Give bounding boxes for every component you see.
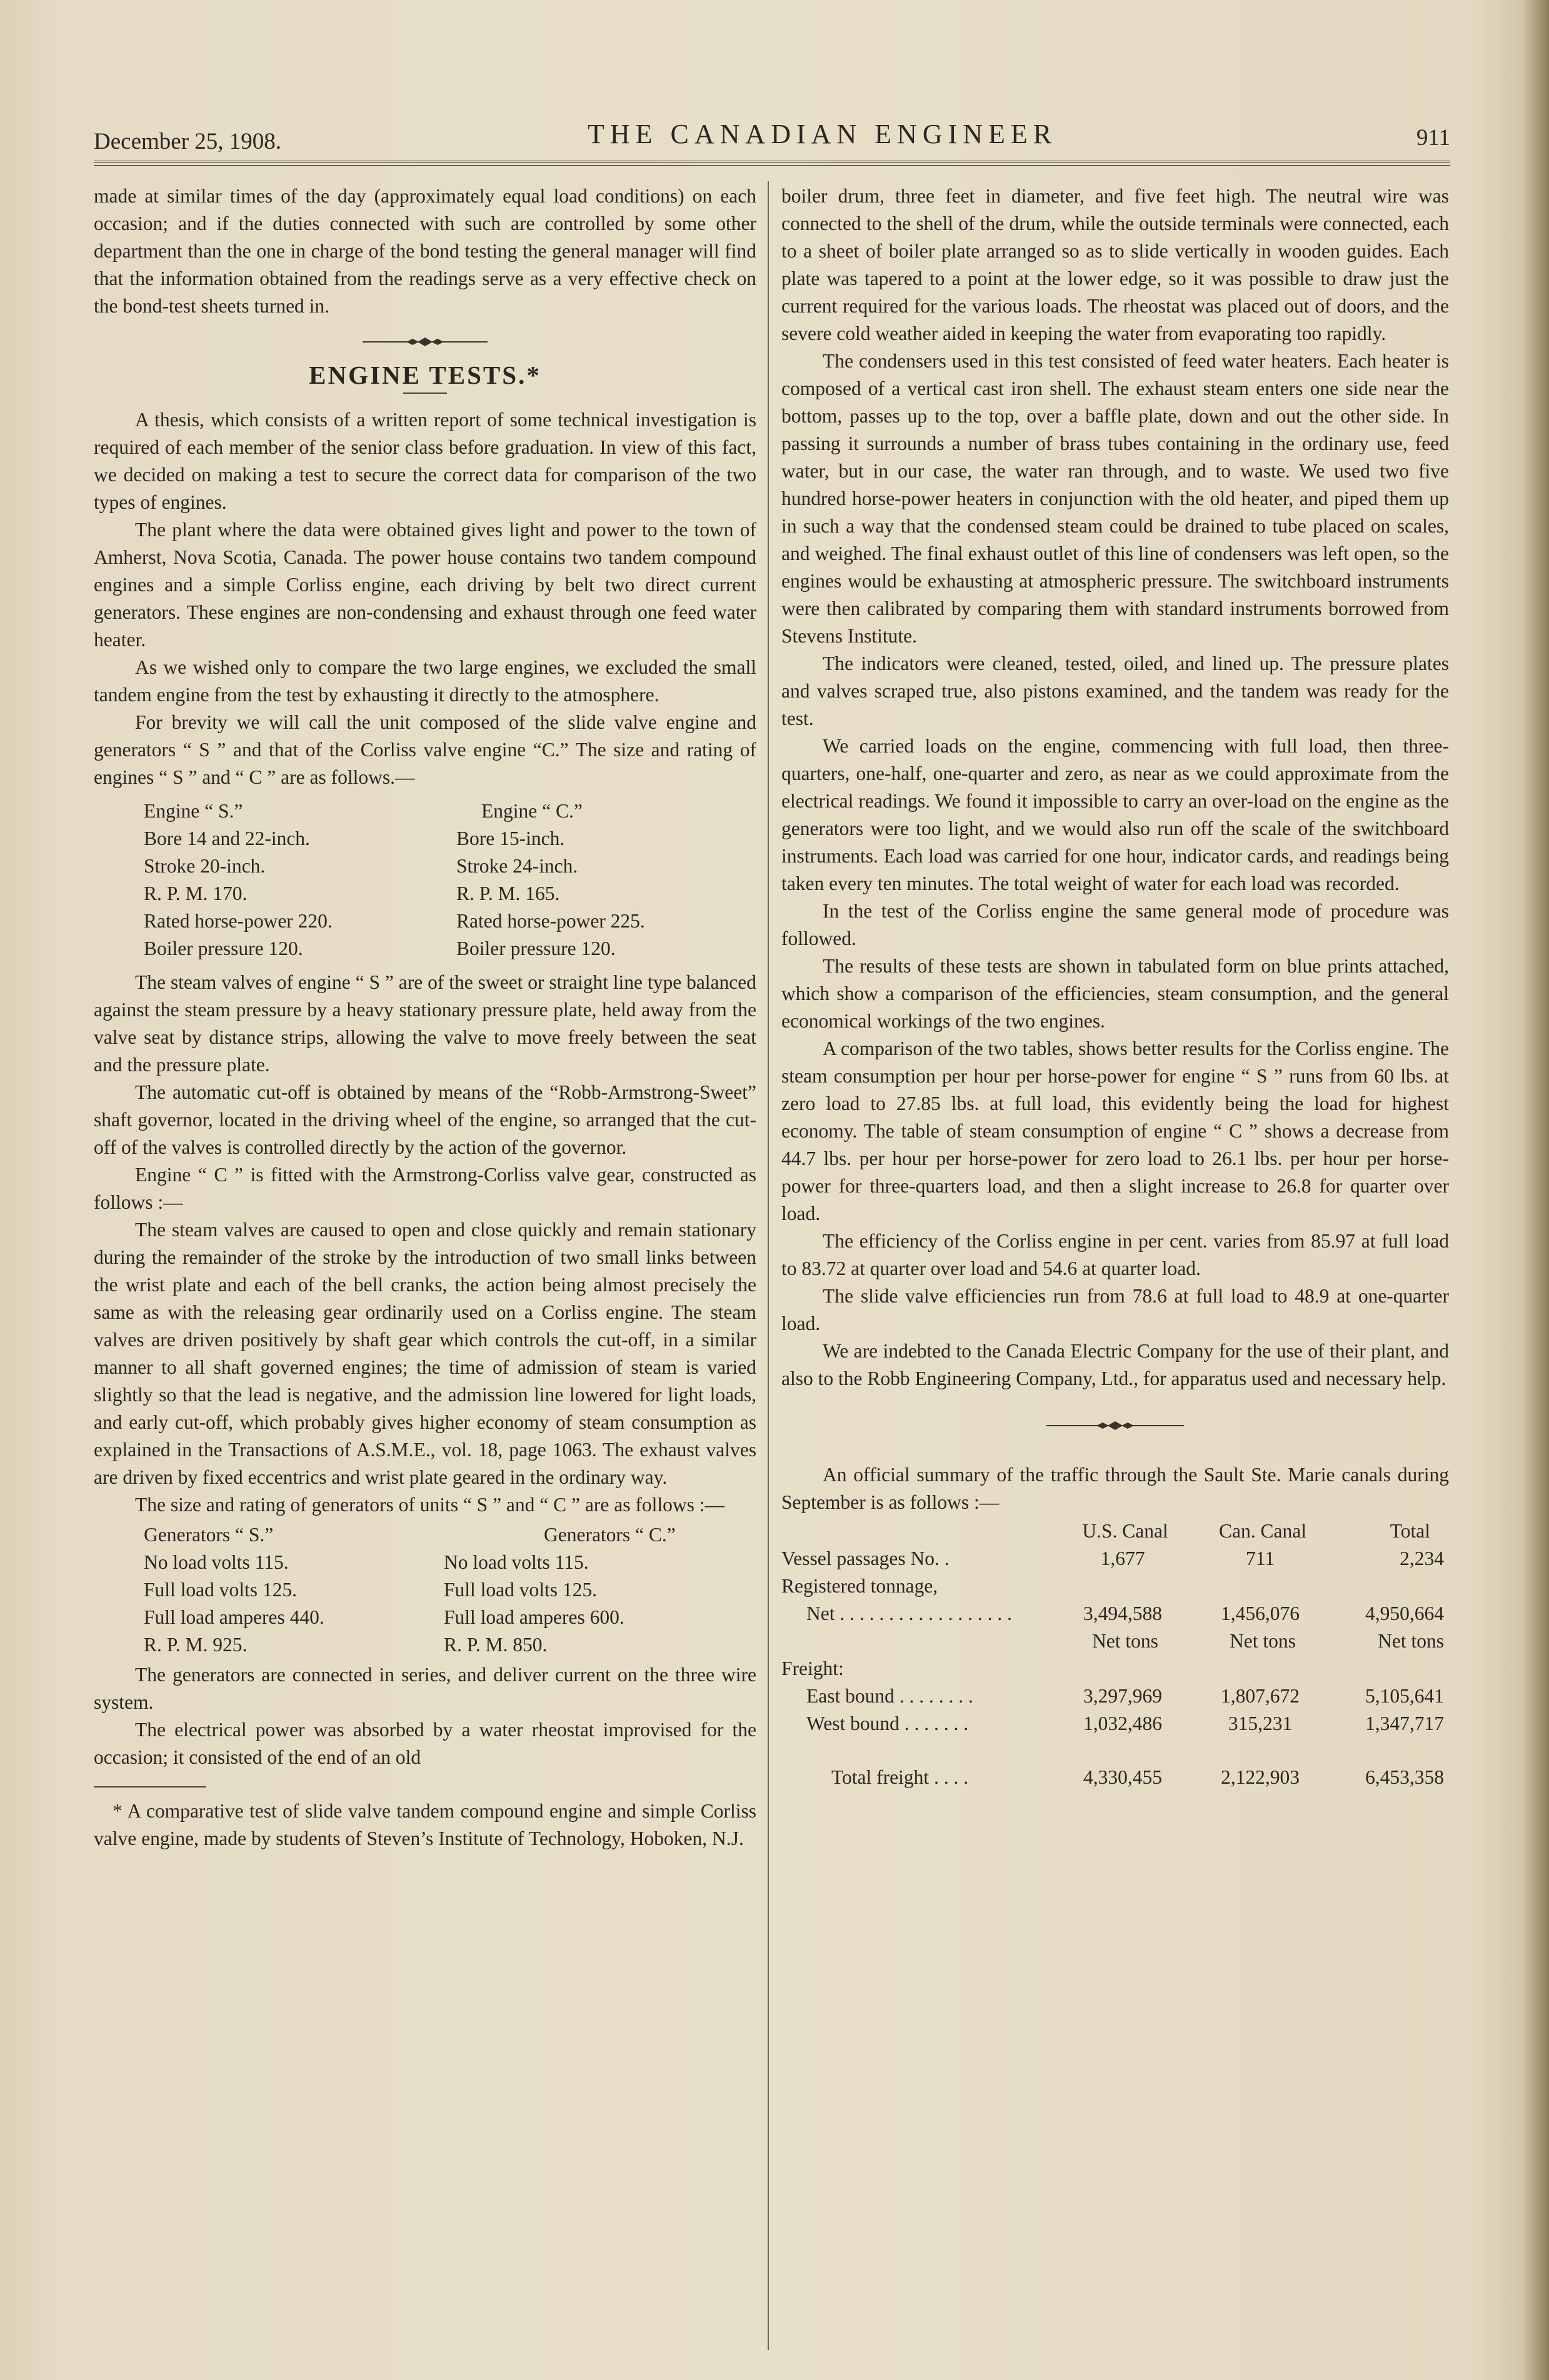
table-cell: 2,234 xyxy=(1400,1548,1444,1569)
table-cell: 1,677 xyxy=(1100,1548,1145,1569)
paragraph: The steam valves of engine “ S ” are of the sweet or straight line type balanced against the steam pressure by a heavy stationary pressure plate, held away from the valve seat by distance strips, allowing the valve to move freely between the seat and the pressure plate. xyxy=(94,971,756,1076)
table-row xyxy=(781,1600,1449,1628)
row-label: West bound . . . . . . . xyxy=(806,1712,969,1734)
generator-spec-table xyxy=(144,1521,756,1659)
row-label: Vessel passages No. . xyxy=(781,1548,950,1569)
row-label: Net . . . . . . . . . . . . . . . . . . xyxy=(806,1602,1012,1624)
column-header: Can. Canal xyxy=(1219,1520,1306,1542)
paragraph: The slide valve efficiencies run from 78.6 at full load to 48.9 at one-quarter load. xyxy=(781,1285,1449,1334)
column-divider xyxy=(768,181,769,2350)
spec-cell: Full load volts 125. xyxy=(444,1579,598,1601)
spec-cell: Generators “ C.” xyxy=(544,1524,676,1546)
paragraph: The automatic cut-off is obtained by means of the “Robb-Armstrong-Sweet” shaft governor, located in the driving wheel of the engine, so arranged that the cut-off of the valves is controlled directly by the action of the governor. xyxy=(94,1081,756,1158)
spec-cell: R. P. M. 165. xyxy=(456,882,560,904)
table-cell: 6,453,358 xyxy=(1365,1766,1444,1788)
paragraph: The results of these tests are shown in tabulated form on blue prints attached, which show a comparison of the efficiencies, steam consumption, and the general economical workings of the two engines. xyxy=(781,955,1449,1032)
spec-cell: R. P. M. 925. xyxy=(144,1634,248,1656)
row-label: Total freight . . . . xyxy=(831,1766,969,1788)
section-title-engine-tests: ENGINE TESTS.* xyxy=(309,361,541,389)
table-cell: 4,950,664 xyxy=(1365,1602,1444,1624)
spec-cell: Boiler pressure 120. xyxy=(456,938,616,959)
spec-cell: R. P. M. 850. xyxy=(444,1634,548,1656)
section-ornament xyxy=(781,1418,1449,1434)
intro-paragraph: made at similar times of the day (approximately equal load conditions) on each occasion; and if the duties connected with such are controlled by some other department than the one in charge of the bond testing the general manager will find that the information obtained from the readings serve as a very effective check on the bond-test sheets turned in. xyxy=(94,185,756,317)
spec-cell: No load volts 115. xyxy=(444,1551,589,1573)
spec-cell: Full load amperes 440. xyxy=(144,1606,324,1628)
page-header xyxy=(94,109,1450,166)
table-row xyxy=(781,1545,1449,1572)
table-cell: 1,807,672 xyxy=(1221,1685,1300,1707)
paragraph: The generators are connected in series, and deliver current on the three wire system. xyxy=(94,1664,756,1713)
ornament-rule-icon xyxy=(363,336,488,348)
paragraph: Engine “ C ” is fitted with the Armstrong-Corliss valve gear, constructed as follows :— xyxy=(94,1164,756,1213)
section-ornament xyxy=(94,334,756,350)
row-label: East bound . . . . . . . . xyxy=(806,1685,973,1707)
footnote: * A comparative test of slide valve tandem compound engine and simple Corliss valve engine, made by students of Steven’s Institute of Technology, Hoboken, N.J. xyxy=(94,1800,756,1849)
paragraph: The plant where the data were obtained gives light and power to the town of Amherst, Nova Scotia, Canada. The power house contains two tandem compound engines and a simple Corliss engine, each driving by belt two direct current generators. These engines are non-condensing and exhaust through one feed water heater. xyxy=(94,519,756,651)
table-cell: Net tons xyxy=(1092,1630,1158,1652)
table-cell: 711 xyxy=(1245,1548,1275,1569)
paragraph: In the test of the Corliss engine the same general mode of procedure was followed. xyxy=(781,900,1449,949)
table-row xyxy=(781,1655,1449,1682)
table-cell: 315,231 xyxy=(1228,1712,1293,1734)
table-row xyxy=(781,1628,1449,1655)
table-cell: 1,456,076 xyxy=(1221,1602,1300,1624)
spec-cell: Rated horse-power 220. xyxy=(144,910,333,932)
table-row xyxy=(781,1738,1449,1796)
paragraph: boiler drum, three feet in diameter, and five feet high. The neutral wire was connected to the shell of the drum, while the outside terminals were connected, each to a sheet of boiler plate arranged so as to slide vertically in wooden guides. Each plate was tapered to a point at the lower edge, so it was possible to draw just the current required for the various loads. The rheostat was placed out of doors, and the severe cold weather aided in keeping the water from evaporating too rapidly. xyxy=(781,185,1449,344)
table-row xyxy=(781,1572,1449,1600)
paragraph: The efficiency of the Corliss engine in per cent. varies from 85.97 at full load to 83.72 at quarter over load and 54.6 at quarter load. xyxy=(781,1230,1449,1279)
paragraph: The electrical power was absorbed by a water rheostat improvised for the occasion; it consisted of the end of an old xyxy=(94,1719,756,1768)
page-binding-edge xyxy=(1524,0,1549,2380)
ornament-rule-icon xyxy=(1046,1419,1184,1432)
row-label: Freight: xyxy=(781,1658,844,1679)
table-cell: 3,297,969 xyxy=(1083,1685,1162,1707)
spec-cell: R. P. M. 170. xyxy=(144,882,248,904)
table-cell: Net tons xyxy=(1378,1630,1444,1652)
table-cell: 1,347,717 xyxy=(1365,1712,1444,1734)
paragraph: The indicators were cleaned, tested, oiled, and lined up. The pressure plates and valves scraped true, also pistons examined, and the tandem was ready for the test. xyxy=(781,652,1449,729)
table-row xyxy=(781,1710,1449,1738)
paragraph: The steam valves are caused to open and close quickly and remain stationary during the remainder of the stroke by the introduction of two small links between the wrist plate and each of the bell cranks, the action being almost precisely the same as with the releasing gear ordinarily used on a Corliss engine. The steam valves are driven positively by shaft gear which controls the cut-off, in a similar manner to all shaft governed engines; the time of admission of steam is varied slightly so that the lead is negative, and the admission line lowered for light loads, and early cut-off, which probably gives higher economy of steam consumption as explained in the Transactions of A.S.M.E., vol. 18, page 1063. The exhaust valves are driven by fixed eccentrics and wrist plate geared in the ordinary way. xyxy=(94,1219,756,1488)
spec-cell: Stroke 20-inch. xyxy=(144,855,266,877)
column-header: U.S. Canal xyxy=(1082,1520,1168,1542)
paragraph: The condensers used in this test consisted of feed water heaters. Each heater is composed of a vertical cast iron shell. The exhaust steam enters one side near the bottom, passes up to the top, over a baffle plate, down and out the other side. In passing it surrounds a number of brass tubes containing in the ordinary use, feed water, but in our case, the water ran through, and to waste. We used two five hundred horse-power heaters in conjunction with the old heater, and piped them up in such a way that the condensed steam could be drained to tube placed on scales, and weighed. The final exhaust outlet of this line of condensers was left open, so the engines would be exhausting at atmospheric pressure. The switchboard instruments were then calibrated by comparing them with standard instruments borrowed from Stevens Institute. xyxy=(781,350,1449,647)
spec-cell: Bore 14 and 22-inch. xyxy=(144,828,310,849)
table-cell: 4,330,455 xyxy=(1083,1766,1162,1788)
spec-cell: Stroke 24-inch. xyxy=(456,855,578,877)
table-cell: 3,494,588 xyxy=(1083,1602,1162,1624)
spec-cell: Engine “ C.” xyxy=(481,800,583,822)
spec-cell: Engine “ S.” xyxy=(144,800,243,822)
spec-cell: No load volts 115. xyxy=(144,1551,289,1573)
row-label: Registered tonnage, xyxy=(781,1575,938,1597)
spec-cell: Generators “ S.” xyxy=(144,1524,274,1546)
spec-cell: Rated horse-power 225. xyxy=(456,910,645,932)
canal-traffic-table xyxy=(781,1518,1449,1796)
footnote-rule xyxy=(94,1786,206,1788)
left-column xyxy=(94,182,756,1852)
table-row xyxy=(781,1682,1449,1710)
table-cell: 5,105,641 xyxy=(1365,1685,1444,1707)
paragraph: We carried loads on the engine, commencing with full load, then three-quarters, one-half, one-quarter and zero, as near as we could approximate from the electrical readings. We found it impossible to carry an over-load on the engine as the generators were too light, and we would also run off the scale of the switchboard instruments. Each load was carried for one hour, indicator cards, and readings being taken every ten minutes. The total weight of water for each load was recorded. xyxy=(781,735,1449,894)
paragraph: A thesis, which consists of a written report of some technical investigation is required of each member of the senior class before graduation. In view of this fact, we decided on making a test to secure the correct data for comparison of the two types of engines. xyxy=(94,409,756,513)
spec-cell: Full load amperes 600. xyxy=(444,1606,624,1628)
table-cell: 2,122,903 xyxy=(1221,1766,1300,1788)
spec-cell: Boiler pressure 120. xyxy=(144,938,303,959)
paragraph: The size and rating of generators of units “ S ” and “ C ” are as follows :— xyxy=(135,1494,724,1516)
table-header-row xyxy=(781,1518,1449,1545)
header-rule xyxy=(94,161,1450,166)
table-cell: Net tons xyxy=(1230,1630,1296,1652)
traffic-intro: An official summary of the traffic through the Sault Ste. Marie canals during September is as follows :— xyxy=(781,1464,1449,1513)
header-title: THE CANADIAN ENGINEER xyxy=(588,119,1058,149)
engine-spec-table xyxy=(144,798,756,962)
spec-cell: Bore 15-inch. xyxy=(456,828,565,849)
title-rule xyxy=(403,392,447,394)
paragraph: As we wished only to compare the two large engines, we excluded the small tandem engine from the test by exhausting it directly to the atmosphere. xyxy=(94,656,756,706)
table-cell: 1,032,486 xyxy=(1083,1712,1162,1734)
column-header: Total xyxy=(1390,1520,1430,1542)
paragraph: A comparison of the two tables, shows better results for the Corliss engine. The steam consumption per hour per horse-power for engine “ S ” runs from 60 lbs. at zero load to 27.85 lbs. at full load, this evidently being the load for highest economy. The table of steam consumption of engine “ C ” shows a decrease from 44.7 lbs. per hour per horse-power for zero load to 26.1 lbs. per hour per horse-power for three-quarters load, and then a slight increase to 26.8 for quarter over load. xyxy=(781,1038,1449,1224)
paragraph: For brevity we will call the unit composed of the slide valve engine and generators “ S ” and that of the Corliss valve engine “C.” The size and rating of engines “ S ” and “ C ” are as follows.— xyxy=(94,711,756,788)
header-page-number: 911 xyxy=(1416,125,1450,151)
header-date: December 25, 1908. xyxy=(94,129,282,154)
spec-cell: Full load volts 125. xyxy=(144,1579,298,1601)
right-column xyxy=(781,182,1449,1796)
paragraph: We are indebted to the Canada Electric Company for the use of their plant, and also to the Robb Engineering Company, Ltd., for apparatus used and necessary help. xyxy=(781,1340,1449,1389)
